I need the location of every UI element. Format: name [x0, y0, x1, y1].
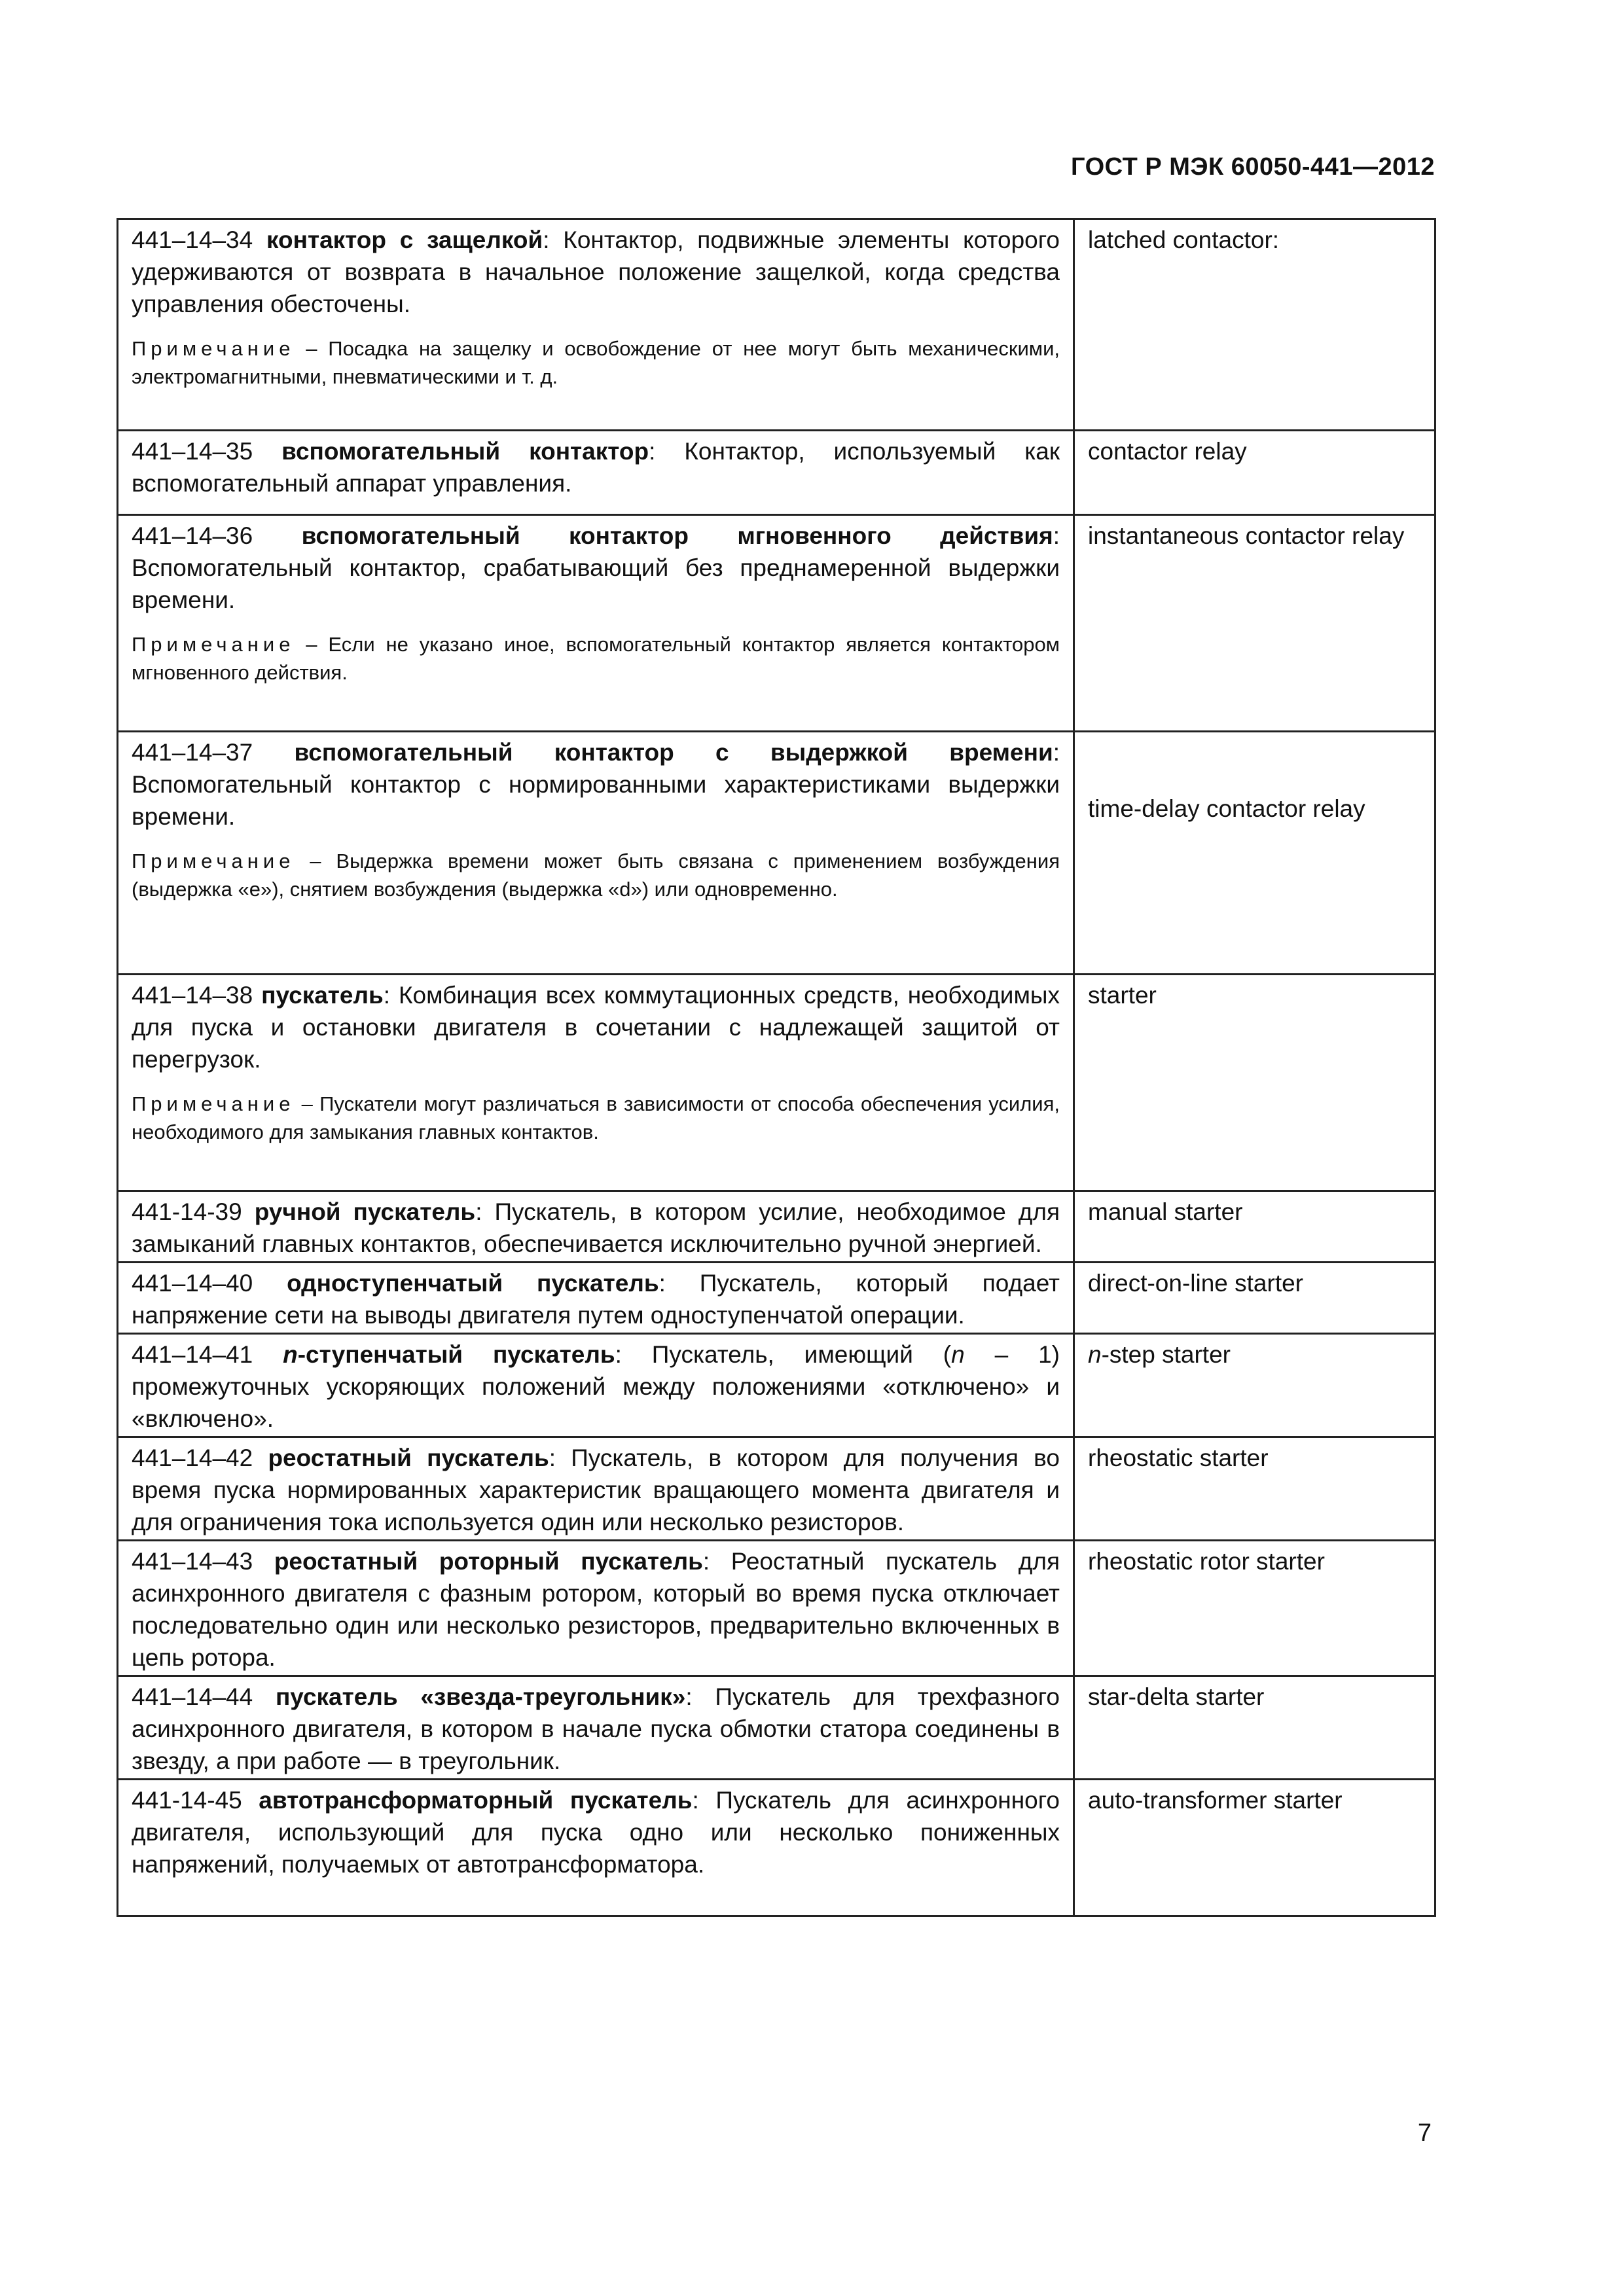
terms-table [117, 218, 1436, 1917]
term-number: 441-14-39 [132, 1198, 242, 1225]
term-definition: : Пускатель, имеющий (n – 1) промежуточных ускоряющих положений между положениями «отключено» и «включено». [132, 1341, 1060, 1432]
term-definition-cell [118, 1780, 1074, 1916]
term-number: 441–14–35 [132, 438, 253, 465]
term-number: 441–14–43 [132, 1548, 253, 1575]
note-text: – Посадка на защелку и освобождение от нее могут быть механическими, электромагнитными, пневматическими и т. д. [132, 337, 1060, 388]
term-name: пускатель [261, 982, 384, 1009]
term-definition: : Пускатель для трехфазного асинхронного двигателя, в котором в начале пуска обмотки статора соединены в звезду, а при работе — в треугольник. [132, 1683, 1060, 1774]
term-name: пускатель «звезда-треугольник» [275, 1683, 686, 1710]
english-equivalent-cell [1074, 219, 1435, 431]
term-note [132, 1090, 1060, 1146]
english-equivalent-cell [1074, 1263, 1435, 1334]
term-definition-cell [118, 975, 1074, 1191]
term-number: 441–14–40 [132, 1270, 253, 1297]
term-name: n-ступенчатый пускатель [283, 1341, 615, 1368]
table-row [118, 515, 1435, 732]
term-number: 441–14–44 [132, 1683, 253, 1710]
term-definition-cell [118, 1676, 1074, 1780]
term-definition-cell [118, 1191, 1074, 1263]
term-definition: : Контактор, подвижные элементы которого удерживаются от возврата в начальное положение защелкой, когда средства управления обесточены. [132, 226, 1060, 317]
term-definition: : Реостатный пускатель для асинхронного двигателя с фазным ротором, который во время пуска отключает последовательно один или несколько резисторов, предварительно включенных в цепь ротора. [132, 1548, 1060, 1671]
english-term: contactor relay [1088, 438, 1247, 465]
term-number: 441–14–38 [132, 982, 253, 1009]
english-term: n-step starter [1088, 1341, 1231, 1368]
term-name: ручной пускатель [254, 1198, 476, 1225]
english-equivalent-cell [1074, 431, 1435, 515]
note-label: Примечание [132, 850, 295, 872]
term-number: 441–14–36 [132, 522, 253, 549]
english-term: instantaneous contactor relay [1088, 522, 1405, 549]
term-name: одноступенчатый пускатель [287, 1270, 659, 1297]
term-number: 441–14–42 [132, 1444, 253, 1471]
note-label: Примечание [132, 633, 295, 656]
table-row [118, 1334, 1435, 1437]
term-definition-cell [118, 1263, 1074, 1334]
table-row [118, 1191, 1435, 1263]
term-name: вспомогательный контактор с выдержкой времени [294, 739, 1053, 766]
english-equivalent-cell [1074, 732, 1435, 975]
english-equivalent-cell [1074, 1334, 1435, 1437]
term-name: вспомогательный контактор [281, 438, 649, 465]
note-label: Примечание [132, 337, 295, 360]
english-equivalent-cell [1074, 1780, 1435, 1916]
term-number: 441–14–37 [132, 739, 253, 766]
term-definition: : Комбинация всех коммутационных средств, необходимых для пуска и остановки двигателя в сочетании с надлежащей защитой от перегрузок. [132, 982, 1060, 1073]
term-definition-cell [118, 431, 1074, 515]
term-note [132, 847, 1060, 903]
english-term: auto-transformer starter [1088, 1787, 1343, 1814]
term-definition: : Пускатель, в котором для получения во время пуска нормированных характеристик вращающего момента двигателя и для ограничения тока используется один или несколько резисторов. [132, 1444, 1060, 1535]
english-term: rheostatic rotor starter [1088, 1548, 1325, 1575]
term-definition: : Контактор, используемый как вспомогательный аппарат управления. [132, 438, 1060, 497]
note-label: Примечание [132, 1092, 295, 1115]
term-definition: : Пускатель, который подает напряжение сети на выводы двигателя путем одноступенчатой операции. [132, 1270, 1060, 1329]
term-number: 441-14-45 [132, 1787, 242, 1814]
english-equivalent-cell [1074, 1191, 1435, 1263]
term-name: реостатный пускатель [268, 1444, 549, 1471]
english-term: star-delta starter [1088, 1683, 1265, 1710]
table-row [118, 431, 1435, 515]
term-definition-cell [118, 219, 1074, 431]
document-code: ГОСТ Р МЭК 60050-441—2012 [1071, 153, 1435, 181]
english-term: rheostatic starter [1088, 1444, 1269, 1471]
table-row [118, 1676, 1435, 1780]
table-row [118, 1437, 1435, 1541]
english-term: time-delay contactor relay [1088, 795, 1365, 822]
term-number: 441–14–41 [132, 1341, 253, 1368]
page-number: 7 [1417, 2119, 1432, 2147]
term-definition-cell [118, 732, 1074, 975]
term-name: контактор с защелкой [266, 226, 543, 253]
term-definition-cell [118, 1541, 1074, 1676]
term-definition: : Пускатель для асинхронного двигателя, использующий для пуска одно или несколько пониженных напряжений, получаемых от автотрансформатора. [132, 1787, 1060, 1878]
english-equivalent-cell [1074, 1541, 1435, 1676]
term-definition-cell [118, 1334, 1074, 1437]
english-term: direct-on-line starter [1088, 1270, 1304, 1297]
table-row [118, 975, 1435, 1191]
english-equivalent-cell [1074, 1437, 1435, 1541]
term-note [132, 334, 1060, 391]
term-definition: : Пускатель, в котором усилие, необходимое для замыканий главных контактов, обеспечивается исключительно ручной энергией. [132, 1198, 1060, 1257]
term-name: автотрансформаторный пускатель [259, 1787, 693, 1814]
term-definition-cell [118, 1437, 1074, 1541]
table-row [118, 732, 1435, 975]
note-text: – Выдержка времени может быть связана с применением возбуждения (выдержка «е»), снятием возбуждения (выдержка «d») или одновременно. [132, 850, 1060, 901]
table-row [118, 1263, 1435, 1334]
note-text: – Пускатели могут различаться в зависимости от способа обеспечения усилия, необходимого для замыкания главных контактов. [132, 1092, 1060, 1143]
term-name: реостатный роторный пускатель [274, 1548, 703, 1575]
english-equivalent-cell [1074, 975, 1435, 1191]
note-text: – Если не указано иное, вспомогательный контактор является контактором мгновенного действия. [132, 633, 1060, 684]
term-note [132, 630, 1060, 687]
english-term: manual starter [1088, 1198, 1243, 1225]
table-row [118, 219, 1435, 431]
term-definition: : Вспомогательный контактор с нормированными характеристиками выдержки времени. [132, 739, 1060, 830]
english-equivalent-cell [1074, 515, 1435, 732]
english-equivalent-cell [1074, 1676, 1435, 1780]
term-number: 441–14–34 [132, 226, 253, 253]
term-name: вспомогательный контактор мгновенного действия [301, 522, 1053, 549]
term-definition-cell [118, 515, 1074, 732]
table-row [118, 1541, 1435, 1676]
english-term: latched contactor: [1088, 226, 1280, 253]
table-row [118, 1780, 1435, 1916]
english-term: starter [1088, 982, 1157, 1009]
term-definition: : Вспомогательный контактор, срабатывающий без преднамеренной выдержки времени. [132, 522, 1060, 613]
